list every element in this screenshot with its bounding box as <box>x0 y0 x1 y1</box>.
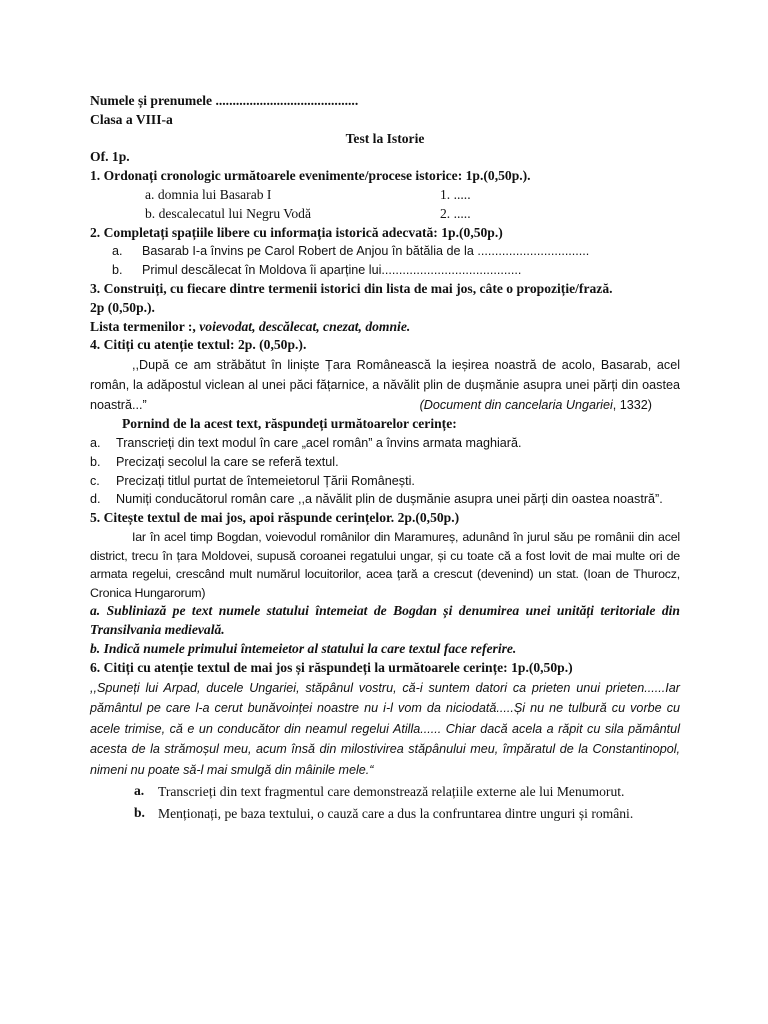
task-text: Numiți conducătorul român care ,,a năvălit plin de dușmănie asupra unei părți din oastea noastră”. <box>116 492 663 507</box>
task-text: Menționați, pe baza textului, o cauză care a dus la confruntarea dintre unguri și români. <box>158 806 634 822</box>
q4-quote: ,,După ce am străbătut în liniște Țara Românească la ieșirea noastră de acolo, Basarab, acel român, la adăpostul viclean al unei păci fățarnice, a năvălit plin de dușmănie asupra unei părți din oastea noastră...” <box>90 358 680 413</box>
q2-item-label: a. <box>112 244 123 259</box>
task-text: Transcrieți din text modul în care „acel român” a învins armata maghiară. <box>116 435 522 450</box>
task-label: b. <box>90 454 101 469</box>
q6-title: 6. Citiți cu atenție textul de mai jos și răspundeți la următoarele cerințe: 1p.(0,50p.) <box>90 659 573 675</box>
q1-item-text: b. descalecatul lui Negru Vodă <box>145 205 311 221</box>
q5-text: Iar în acel timp Bogdan, voievodul românilor din Maramureș, adunând în jurul său pe românii din acel district, trecu în țara Moldovei, supusă coroanei regatului ungar, și cu toate că a fost lovit de mai multe ori de armata regelui, crescând mult numărul locuitorilor, acea țară a crescut (devenind) un stat. (Ioan de Thurocz, Cronica Hungarorum) <box>90 529 680 600</box>
name-line: Numele și prenumele .......................................... <box>90 93 359 108</box>
task-label: a. <box>90 435 101 450</box>
q6-task <box>90 804 680 824</box>
q2-item <box>90 261 680 280</box>
q4-source-doc: (Document din cancelaria Ungariei <box>419 398 613 413</box>
q2-item <box>90 242 680 261</box>
term-list-label: Lista termenilor :, <box>90 318 196 334</box>
q2-item-label: b. <box>112 263 123 278</box>
q3-term-list <box>90 318 680 337</box>
q4-task <box>90 434 680 453</box>
q4-source-year: , 1332) <box>612 398 652 413</box>
q2-title: 2. Completați spațiile libere cu informația istorică adecvată: 1p.(0,50p.) <box>90 224 503 240</box>
class-line: Clasa a VIII-a <box>90 111 173 127</box>
q1-title: 1. Ordonați cronologic următoarele evenimente/procese istorice: 1p.(0,50p.). <box>90 168 531 184</box>
term-list-terms: voievodat, descălecat, cnezat, domnie. <box>195 318 411 334</box>
q3-title: 3. Construiți, cu fiecare dintre termenii istorici din lista de mai jos, câte o propoziție/frază. <box>90 280 613 296</box>
task-label: b. <box>134 805 145 821</box>
q1-item-slot: 2. ..... <box>440 205 471 221</box>
q4-task <box>90 472 680 491</box>
task-text: Precizați titlul purtat de întemeietorul Țării Românești. <box>116 473 415 488</box>
q1-item-slot: 1. ..... <box>440 186 471 202</box>
q3-points: 2p (0,50p.). <box>90 299 155 315</box>
q4-task <box>90 453 680 472</box>
q5-title: 5. Citește textul de mai jos, apoi răspunde cerințelor. 2p.(0,50p.) <box>90 510 460 526</box>
office-points: Of. 1p. <box>90 149 130 165</box>
q1-item-text: a. domnia lui Basarab I <box>145 186 272 202</box>
q4-task <box>90 490 680 509</box>
test-document <box>90 92 680 824</box>
task-label: c. <box>90 473 100 488</box>
q1-item <box>90 186 680 205</box>
test-title: Test la Istorie <box>345 130 425 146</box>
q5-task-a: a. Subliniază pe text numele statului întemeiat de Bogdan și denumirea unei unități teritoriale din Transilvania medievală. <box>90 603 680 638</box>
q4-title: 4. Citiți cu atenție textul: 2p. (0,50p.). <box>90 337 307 353</box>
q4-task-list <box>90 434 680 509</box>
q6-quote: ,,Spuneți lui Arpad, ducele Ungariei, stăpânul vostru, că-i suntem datori ca prieten unui prieten......Iar pământul pe care l-a cerut bunăvoinței noastre nu i-l vom da niciodată.....Și nu ne tulbură cu vorbe cu acele trimise, că e un conducător din neamul regelui Atilla...... Chiar dacă acela a răpit cu sila pământul acesta de la strămoșul meu, acum însă din milostivirea stăpânului meu, împăratul de la Constantinopol, nimeni nu poate să-l mai smulgă din mâinile mele.“ <box>90 680 680 777</box>
task-label: a. <box>134 783 145 799</box>
task-text: Transcrieți din text fragmentul care demonstrează relațiile externe ale lui Menumorut. <box>158 784 625 800</box>
q1-item <box>90 205 680 224</box>
q4-source <box>90 395 680 415</box>
q2-item-text: Primul descălecat în Moldova îi aparține lui........................................ <box>142 263 522 278</box>
task-label: d. <box>90 492 101 507</box>
q6-task <box>90 782 680 802</box>
q5-task-b: b. Indică numele primului întemeietor al statului la care textul face referire. <box>90 640 517 656</box>
q2-item-text: Basarab I-a învins pe Carol Robert de Anjou în bătălia de la ................................ <box>142 244 590 259</box>
task-text: Precizați secolul la care se referă textul. <box>116 454 339 469</box>
q4-subtitle: Pornind de la acest text, răspundeți următoarelor cerințe: <box>122 416 457 432</box>
